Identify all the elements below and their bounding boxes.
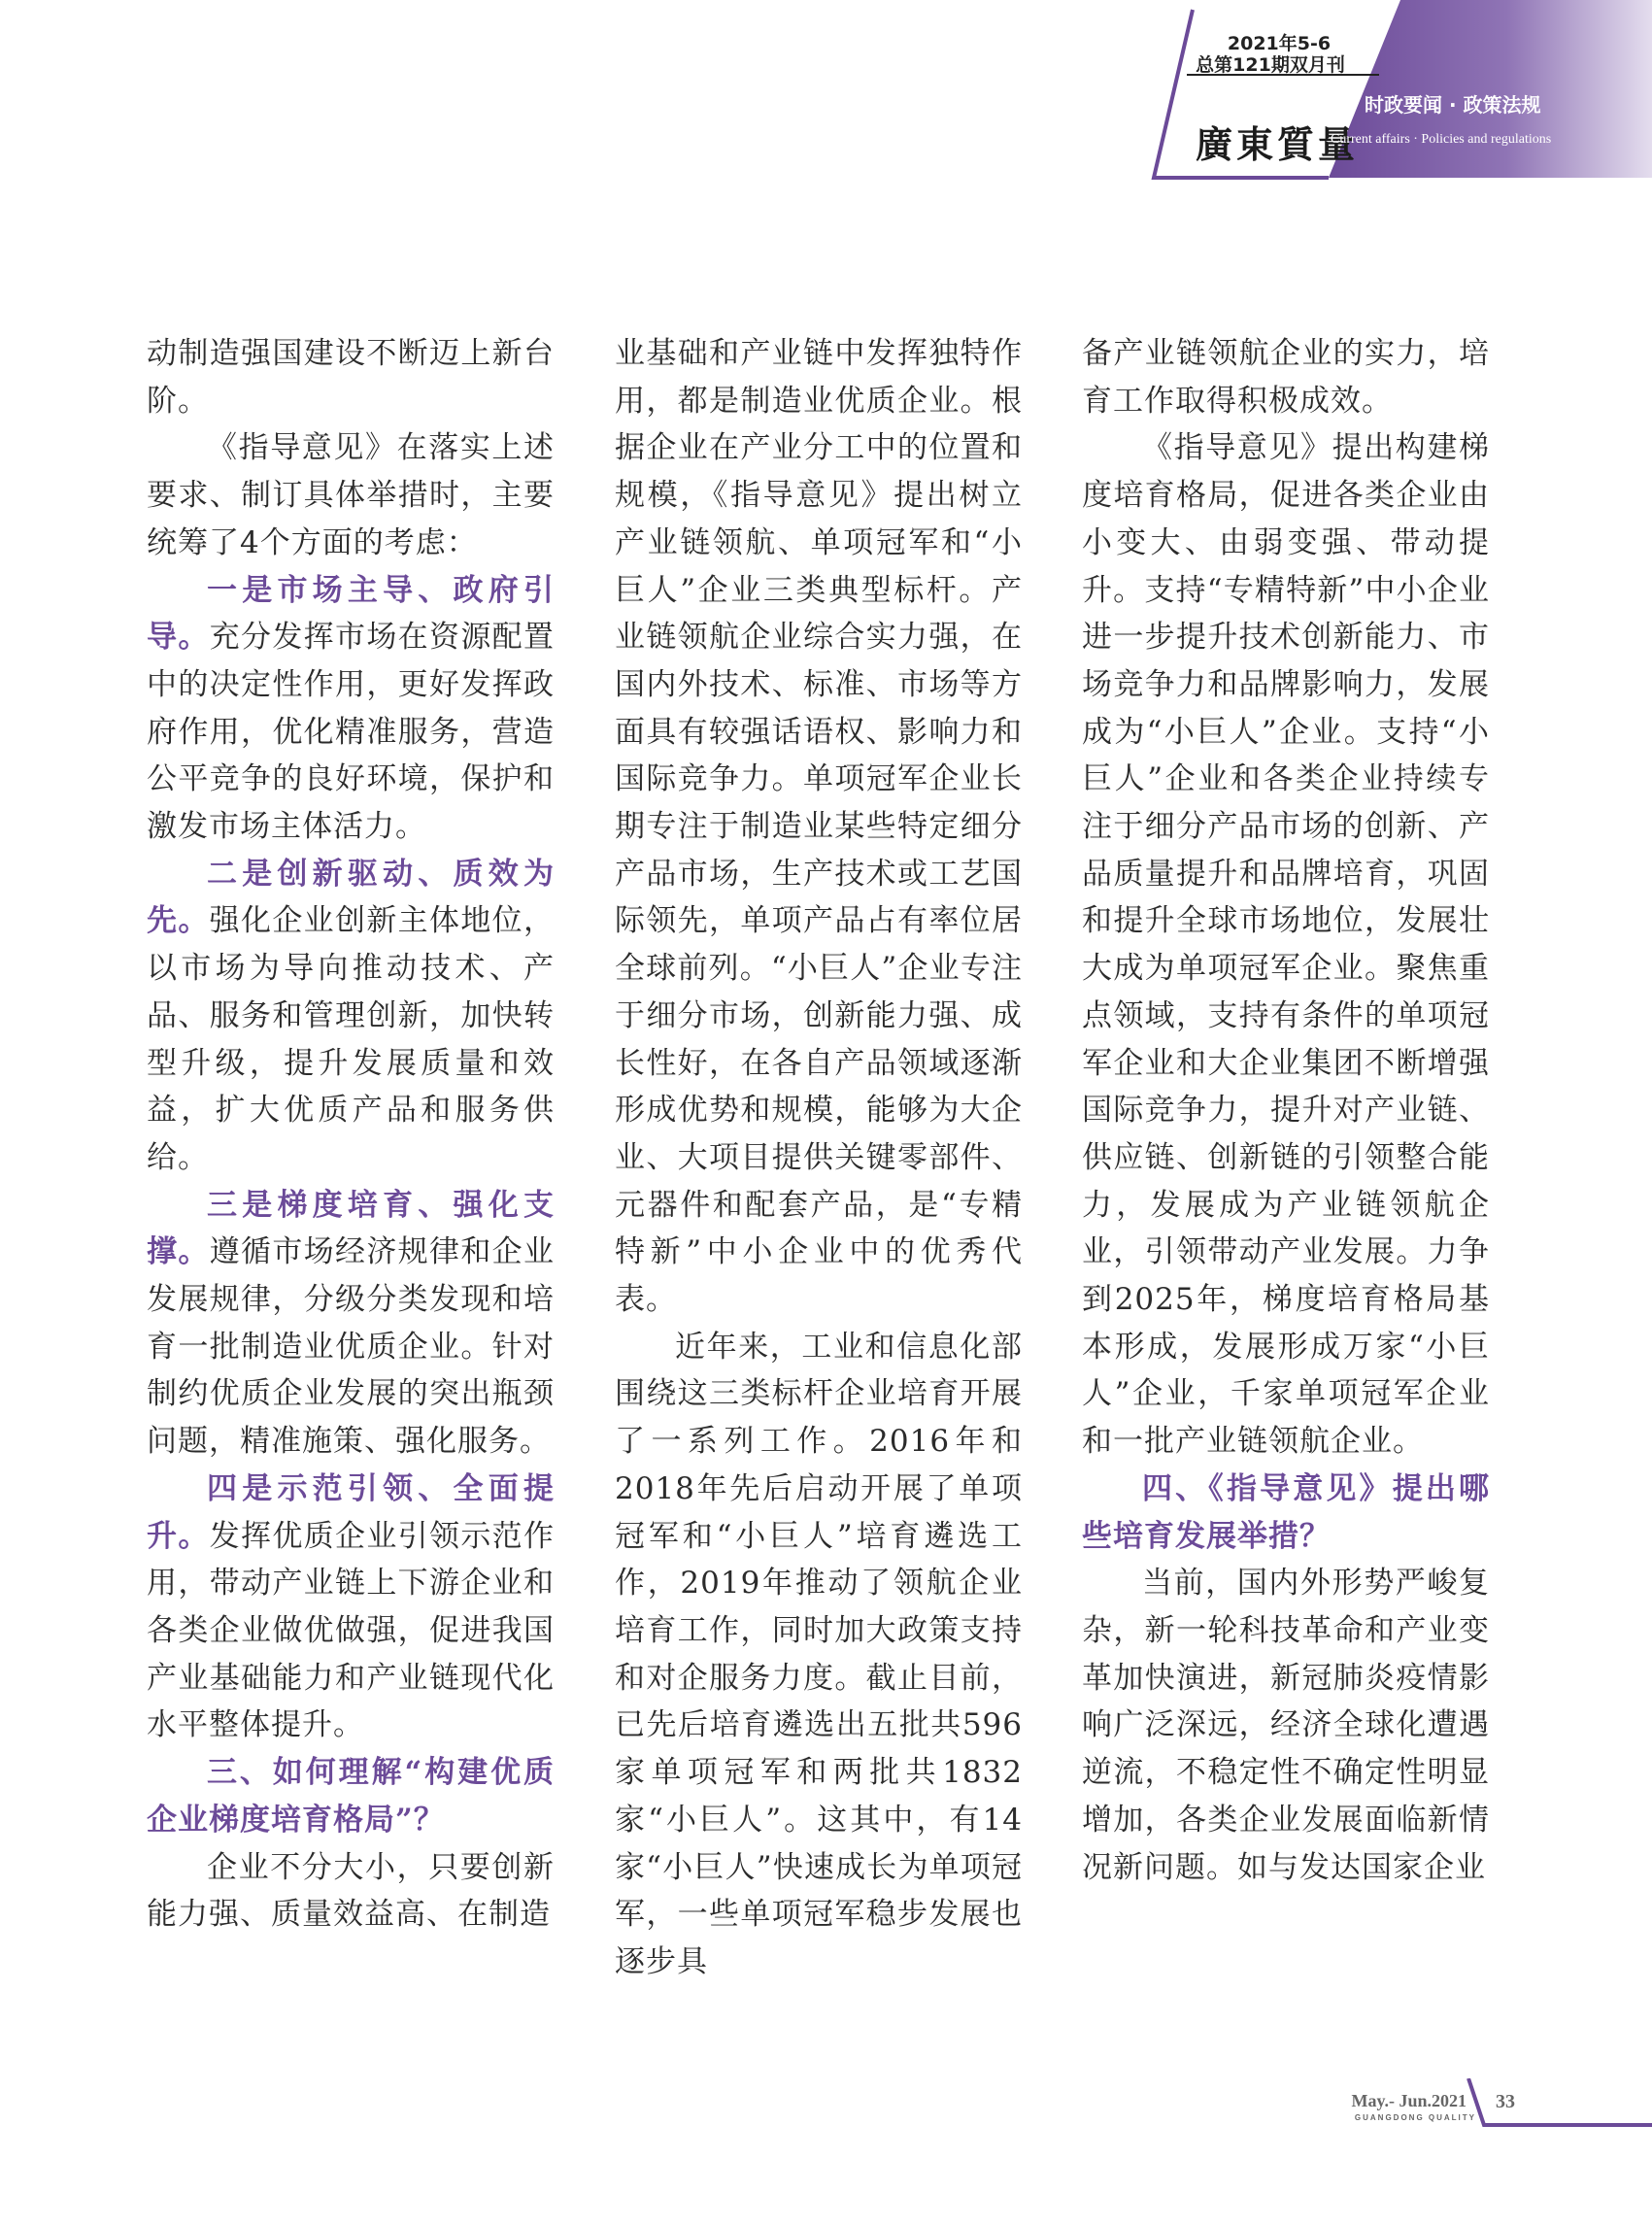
paragraph: 《指导意见》在落实上述要求、制订具体举措时，主要统筹了4个方面的考虑： — [147, 430, 555, 560]
paragraph — [147, 567, 555, 851]
page-number: 33 — [1496, 2091, 1515, 2112]
section-title-en: Current affairs · Policies and regulations — [1331, 132, 1552, 147]
point-lead: 四是示范引领、全面提升。 — [147, 1470, 555, 1554]
paragraph: 企业不分大小，只要创新能力强、质量效益高、在制造 — [147, 1849, 555, 1933]
article-body — [0, 330, 1652, 1979]
point-text: 强化企业创新主体地位，以市场为导向推动技术、产品、服务和管理创新，加快转型升级，提升发展质量和效益，扩大优质产品和服务供给。 — [147, 903, 556, 1175]
point-text: 遵循市场经济规律和企业发展规律，分级分类发现和培育一批制造业优质企业。针对制约优质企业发展的突出瓶颈问题，精准施策、强化服务。 — [147, 1234, 556, 1460]
paragraph — [147, 851, 555, 1182]
footer-date: May.- Jun.2021 — [1351, 2091, 1467, 2110]
page-footer — [0, 2078, 1652, 2156]
magazine-logo: 廣東質量 — [1195, 122, 1359, 166]
column-1 — [147, 330, 555, 1939]
paragraph: 业基础和产业链中发挥独特作用，都是制造业优质企业。根据企业在产业分工中的位置和规模，《指导意见》提出树立产业链领航、单项冠军和“小巨人”企业三类典型标杆。产业链领航企业综合实力强，在国内外技术、标准、市场等方面具有较强话语权、影响力和国际竞争力。单项冠军企业长期专注于制造业某些特定细分产品市场，生产技术或工艺国际领先，单项产品占有率位居全球前列。“小巨人”企业专注于细分市场，创新能力强、成长性好，在各自产品领域逐渐形成优势和规模，能够为大企业、大项目提供关键零部件、元器件和配套产品，是“专精特新”中小企业中的优秀代表。 — [615, 336, 1023, 1318]
paragraph — [147, 1182, 555, 1466]
section-heading: 三、如何理解“构建优质企业梯度培育格局”？ — [147, 1755, 555, 1838]
paragraph: 《指导意见》提出构建梯度培育格局，促进各类企业由小变大、由弱变强、带动提升。支持“专精特新”中小企业进一步提升技术创新能力、市场竞争力和品牌影响力，发展成为“小巨人”企业。支持“小巨人”企业和各类企业持续专注于细分产品市场的创新、产品质量提升和品牌培育，巩固和提升全球市场地位，发展壮大成为单项冠军企业。聚焦重点领域，支持有条件的单项冠军企业和大企业集团不断增强国际竞争力，提升对产业链、供应链、创新链的引领整合能力，发展成为产业链领航企业，引领带动产业发展。力争到2025年，梯度培育格局基本形成，发展形成万家“小巨人”企业，千家单项冠军企业和一批产业链领航企业。 — [1082, 430, 1490, 1460]
paragraph: 当前，国内外形势严峻复杂，新一轮科技革命和产业变革加快演进，新冠肺炎疫情影响广泛深远，经济全球化遭遇逆流，不稳定性不确定性明显增加，各类企业发展面临新情况新问题。如与发达国家企业 — [1082, 1566, 1490, 1885]
point-lead: 一是市场主导、政府引导。 — [147, 572, 555, 656]
issue-number: 总第121期双月刊 — [1196, 54, 1345, 76]
issue-date: 2021年5-6 — [1227, 33, 1332, 54]
paragraph — [147, 1466, 555, 1749]
page-header — [0, 0, 1652, 185]
paragraph: 备产业链领航企业的实力，培育工作取得积极成效。 — [1082, 336, 1490, 419]
footer-magazine: GUANGDONG QUALITY — [1354, 2113, 1476, 2122]
section-heading: 四、《指导意见》提出哪些培育发展举措？ — [1082, 1470, 1490, 1554]
point-text: 充分发挥市场在资源配置中的决定性作用，更好发挥政府作用，优化精准服务，营造公平竞争的良好环境，保护和激发市场主体活力。 — [147, 620, 556, 845]
point-lead: 二是创新驱动、质效为先。 — [147, 856, 555, 939]
point-text: 发挥优质企业引领示范作用，带动产业链上下游企业和各类企业做优做强，促进我国产业基础能力和产业链现代化水平整体提升。 — [147, 1518, 556, 1743]
column-2 — [615, 330, 1023, 1986]
paragraph: 近年来，工业和信息化部围绕这三类标杆企业培育开展了一系列工作。2016年和2018年先后启动开展了单项冠军和“小巨人”培育遴选工作，2019年推动了领航企业培育工作，同时加大政策支持和对企服务力度。截止目前，已先后培育遴选出五批共596家单项冠军和两批共1832家“小巨人”。这其中，有14家“小巨人”快速成长为单项冠军，一些单项冠军稳步发展也逐步具 — [615, 1329, 1023, 1979]
paragraph: 动制造强国建设不断迈上新台阶。 — [147, 336, 555, 419]
column-3 — [1082, 330, 1490, 1891]
section-title-cn: 时政要闻 · 政策法规 — [1365, 93, 1541, 117]
point-lead: 三是梯度培育、强化支撑。 — [147, 1187, 555, 1270]
